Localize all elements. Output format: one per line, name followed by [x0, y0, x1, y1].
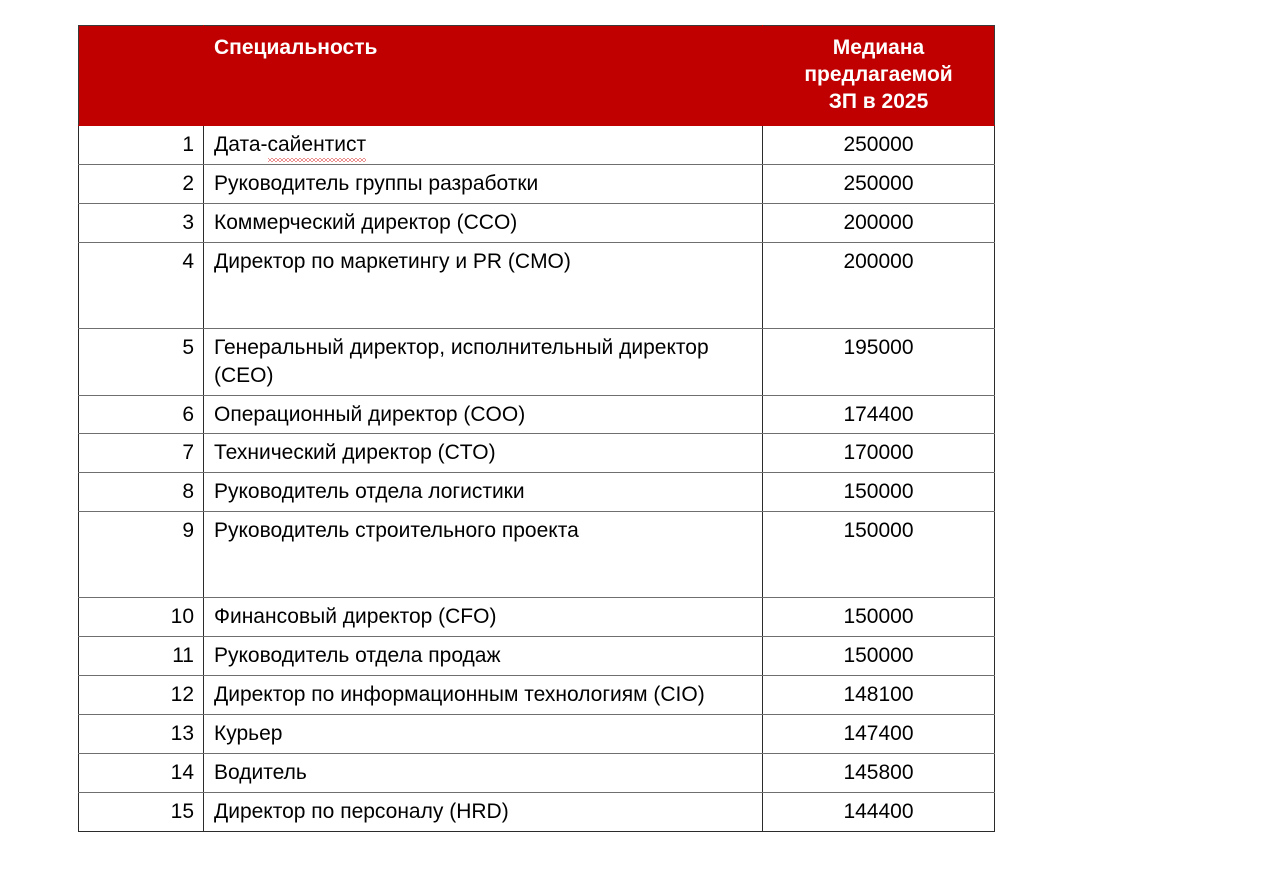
header-median-line-3: ЗП в 2025 [828, 89, 929, 113]
row-rank: 6 [79, 395, 204, 434]
table-body [79, 126, 995, 832]
row-specialty: Директор по маркетингу и PR (CMO) [204, 242, 763, 328]
row-specialty: Финансовый директор (CFO) [204, 598, 763, 637]
row-median-salary: 150000 [763, 637, 995, 676]
row-rank: 1 [79, 126, 204, 165]
row-specialty: Руководитель отдела логистики [204, 473, 763, 512]
header-median-line-2: предлагаемой [804, 62, 953, 86]
table-row [79, 714, 995, 753]
table-row [79, 434, 995, 473]
specialty-text: Дата- [214, 133, 268, 156]
spellcheck-underline-text: сайентист [268, 131, 367, 159]
row-rank: 4 [79, 242, 204, 328]
table-row [79, 203, 995, 242]
row-median-salary: 150000 [763, 473, 995, 512]
table-row [79, 328, 995, 395]
row-rank: 7 [79, 434, 204, 473]
row-rank: 15 [79, 792, 204, 831]
row-rank: 11 [79, 637, 204, 676]
table-row [79, 512, 995, 598]
row-median-salary: 148100 [763, 676, 995, 715]
table-row [79, 598, 995, 637]
header-median-salary-cell [763, 26, 995, 126]
table-row [79, 792, 995, 831]
row-specialty: Водитель [204, 753, 763, 792]
row-specialty: Курьер [204, 714, 763, 753]
row-specialty: Директор по информационным технологиям (CIO) [204, 676, 763, 715]
row-rank: 2 [79, 164, 204, 203]
row-rank: 10 [79, 598, 204, 637]
table-header [79, 26, 995, 126]
row-median-salary: 195000 [763, 328, 995, 395]
table-row [79, 753, 995, 792]
salary-table [78, 25, 995, 832]
row-median-salary: 170000 [763, 434, 995, 473]
row-median-salary: 147400 [763, 714, 995, 753]
row-rank: 14 [79, 753, 204, 792]
row-median-salary: 250000 [763, 126, 995, 165]
row-specialty: Коммерческий директор (CCO) [204, 203, 763, 242]
salary-table-container [78, 25, 994, 832]
table-row [79, 473, 995, 512]
row-rank: 12 [79, 676, 204, 715]
row-median-salary: 145800 [763, 753, 995, 792]
table-row [79, 395, 995, 434]
row-median-salary: 174400 [763, 395, 995, 434]
row-rank: 8 [79, 473, 204, 512]
row-specialty: Технический директор (CTO) [204, 434, 763, 473]
row-rank: 5 [79, 328, 204, 395]
header-median-line-1: Медиана [832, 36, 925, 59]
row-specialty: Руководитель группы разработки [204, 164, 763, 203]
header-rank-cell [79, 26, 204, 126]
row-specialty: Руководитель строительного проекта [204, 512, 763, 598]
row-rank: 13 [79, 714, 204, 753]
table-row [79, 242, 995, 328]
row-median-salary: 200000 [763, 203, 995, 242]
row-median-salary: 150000 [763, 512, 995, 598]
table-row [79, 637, 995, 676]
row-rank: 9 [79, 512, 204, 598]
row-median-salary: 150000 [763, 598, 995, 637]
row-specialty: Директор по персоналу (HRD) [204, 792, 763, 831]
row-specialty: Руководитель отдела продаж [204, 637, 763, 676]
row-median-salary: 144400 [763, 792, 995, 831]
row-specialty [204, 126, 763, 165]
row-specialty: Генеральный директор, исполнительный директор (CEO) [204, 328, 763, 395]
row-specialty: Операционный директор (COO) [204, 395, 763, 434]
row-median-salary: 250000 [763, 164, 995, 203]
header-specialty-cell: Специальность [204, 26, 763, 126]
row-median-salary: 200000 [763, 242, 995, 328]
table-row [79, 126, 995, 165]
table-row [79, 164, 995, 203]
header-row [79, 26, 995, 126]
row-rank: 3 [79, 203, 204, 242]
table-row [79, 676, 995, 715]
